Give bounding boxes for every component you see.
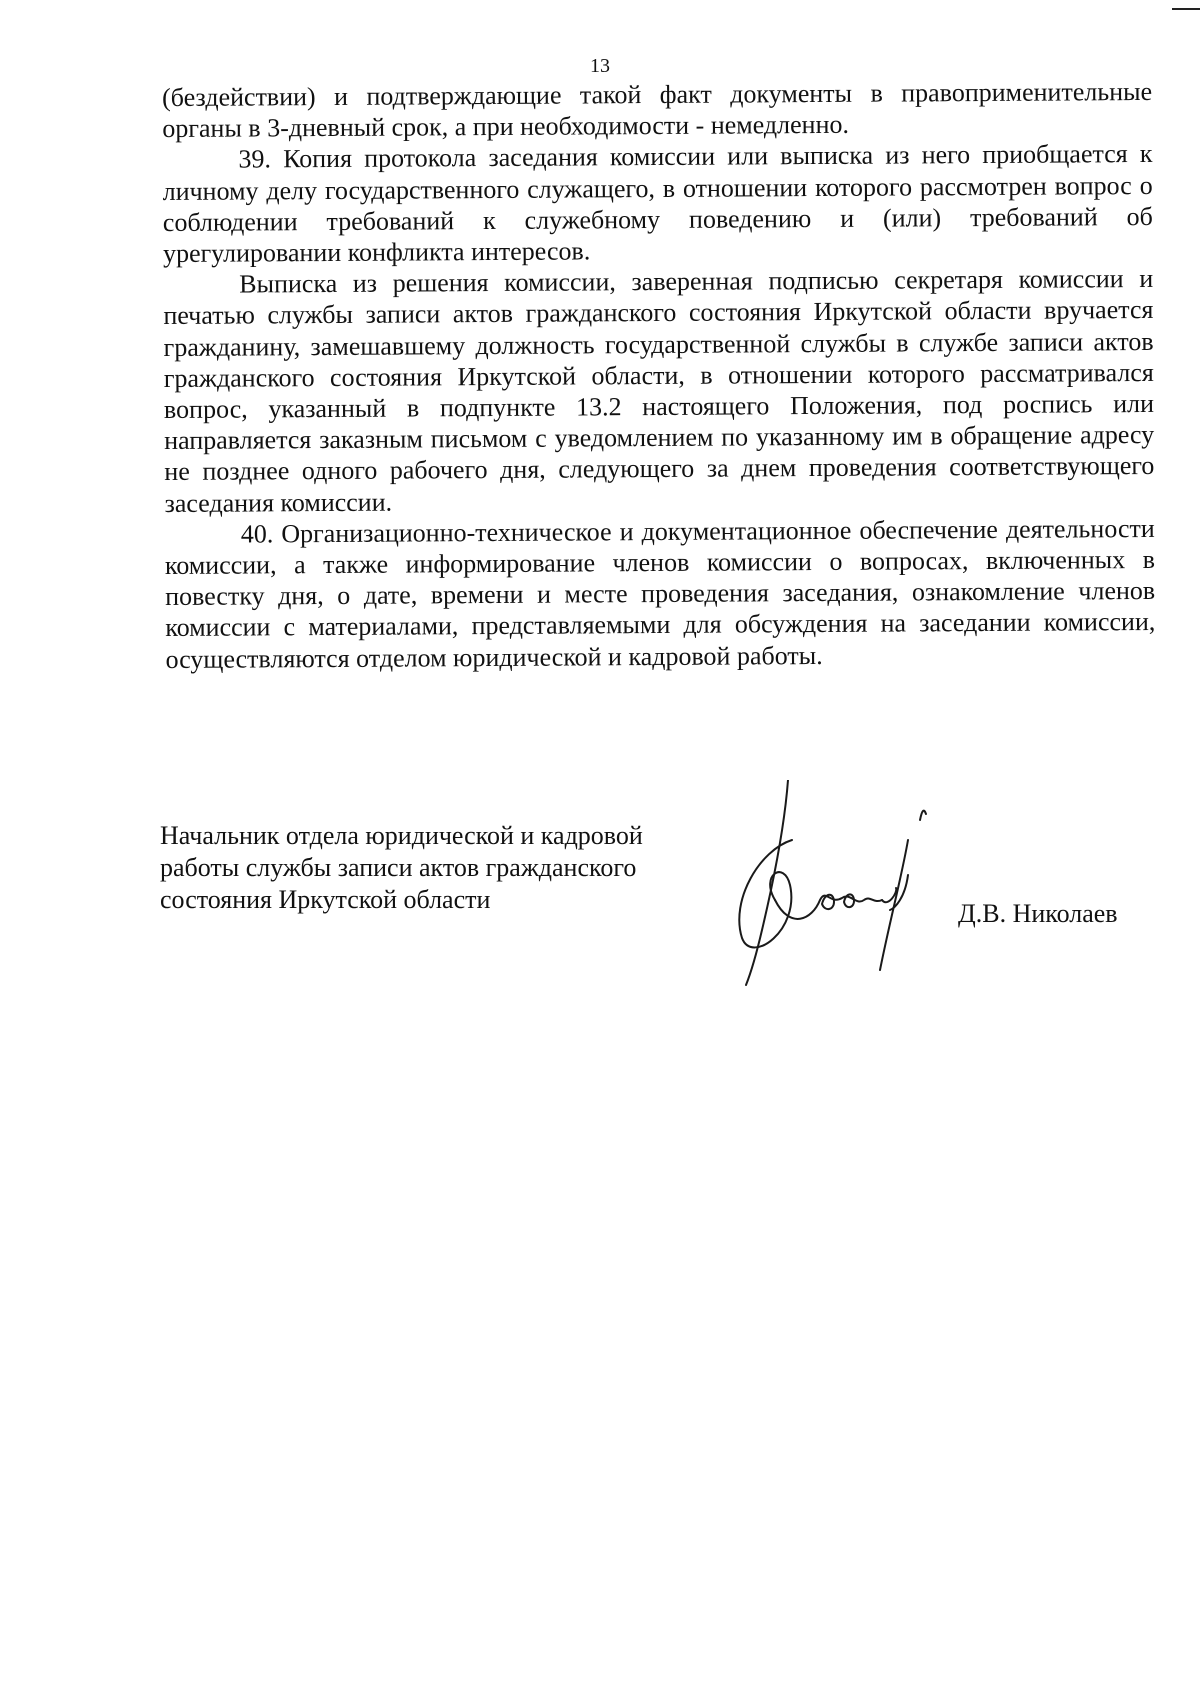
scan-edge-mark [1172,8,1200,10]
paragraph-extract: Выписка из решения комиссии, заверенная подписью секретаря комиссии и печатью службы записи актов гражданского состояния Иркутской области вручается гражданину, замешавшему должность государственной службы в службе записи актов гражданского состояния Иркутской области, в отношении которого рассматривался вопрос, указанный в подпункте 13.2 настоящего Положения, под роспись или направляется заказным письмом с уведомлением по указанному им в обращение адресу не позднее одного рабочего дня, следующего за днем проведения соответствующего заседания комиссии. [163,264,1155,518]
position-line: работы службы записи актов гражданского [160,853,637,882]
paragraph-continuation: (бездействии) и подтверждающие такой факт документы в правоприменительные органы в 3-дневный срок, а при необходимости - немедленно. [162,76,1153,144]
position-line: состояния Иркутской области [160,885,491,914]
document-body [162,76,1156,675]
signatory-name: Д.В. Николаев [958,899,1118,928]
signatory-position [160,820,720,916]
page-number: 13 [590,55,610,77]
paragraph-39: 39. Копия протокола заседания комиссии или выписка из него приобщается к личному делу государственного служащего, в отношении которого рассмотрен вопрос о соблюдении требований к служебному поведению и (или) требований об урегулировании конфликта интересов. [162,139,1153,269]
position-line: Начальник отдела юридической и кадровой [160,821,643,850]
handwritten-signature [730,780,980,990]
paragraph-40: 40. Организационно-техническое и документационное обеспечение деятельности комиссии, а также информирование членов комиссии о вопросах, включенных в повестку дня, о дате, времени и месте проведения заседания, ознакомление членов комиссии с материалами, представляемыми для обсуждения на заседании комиссии, осуществляются отделом юридической и кадровой работы. [164,513,1156,674]
